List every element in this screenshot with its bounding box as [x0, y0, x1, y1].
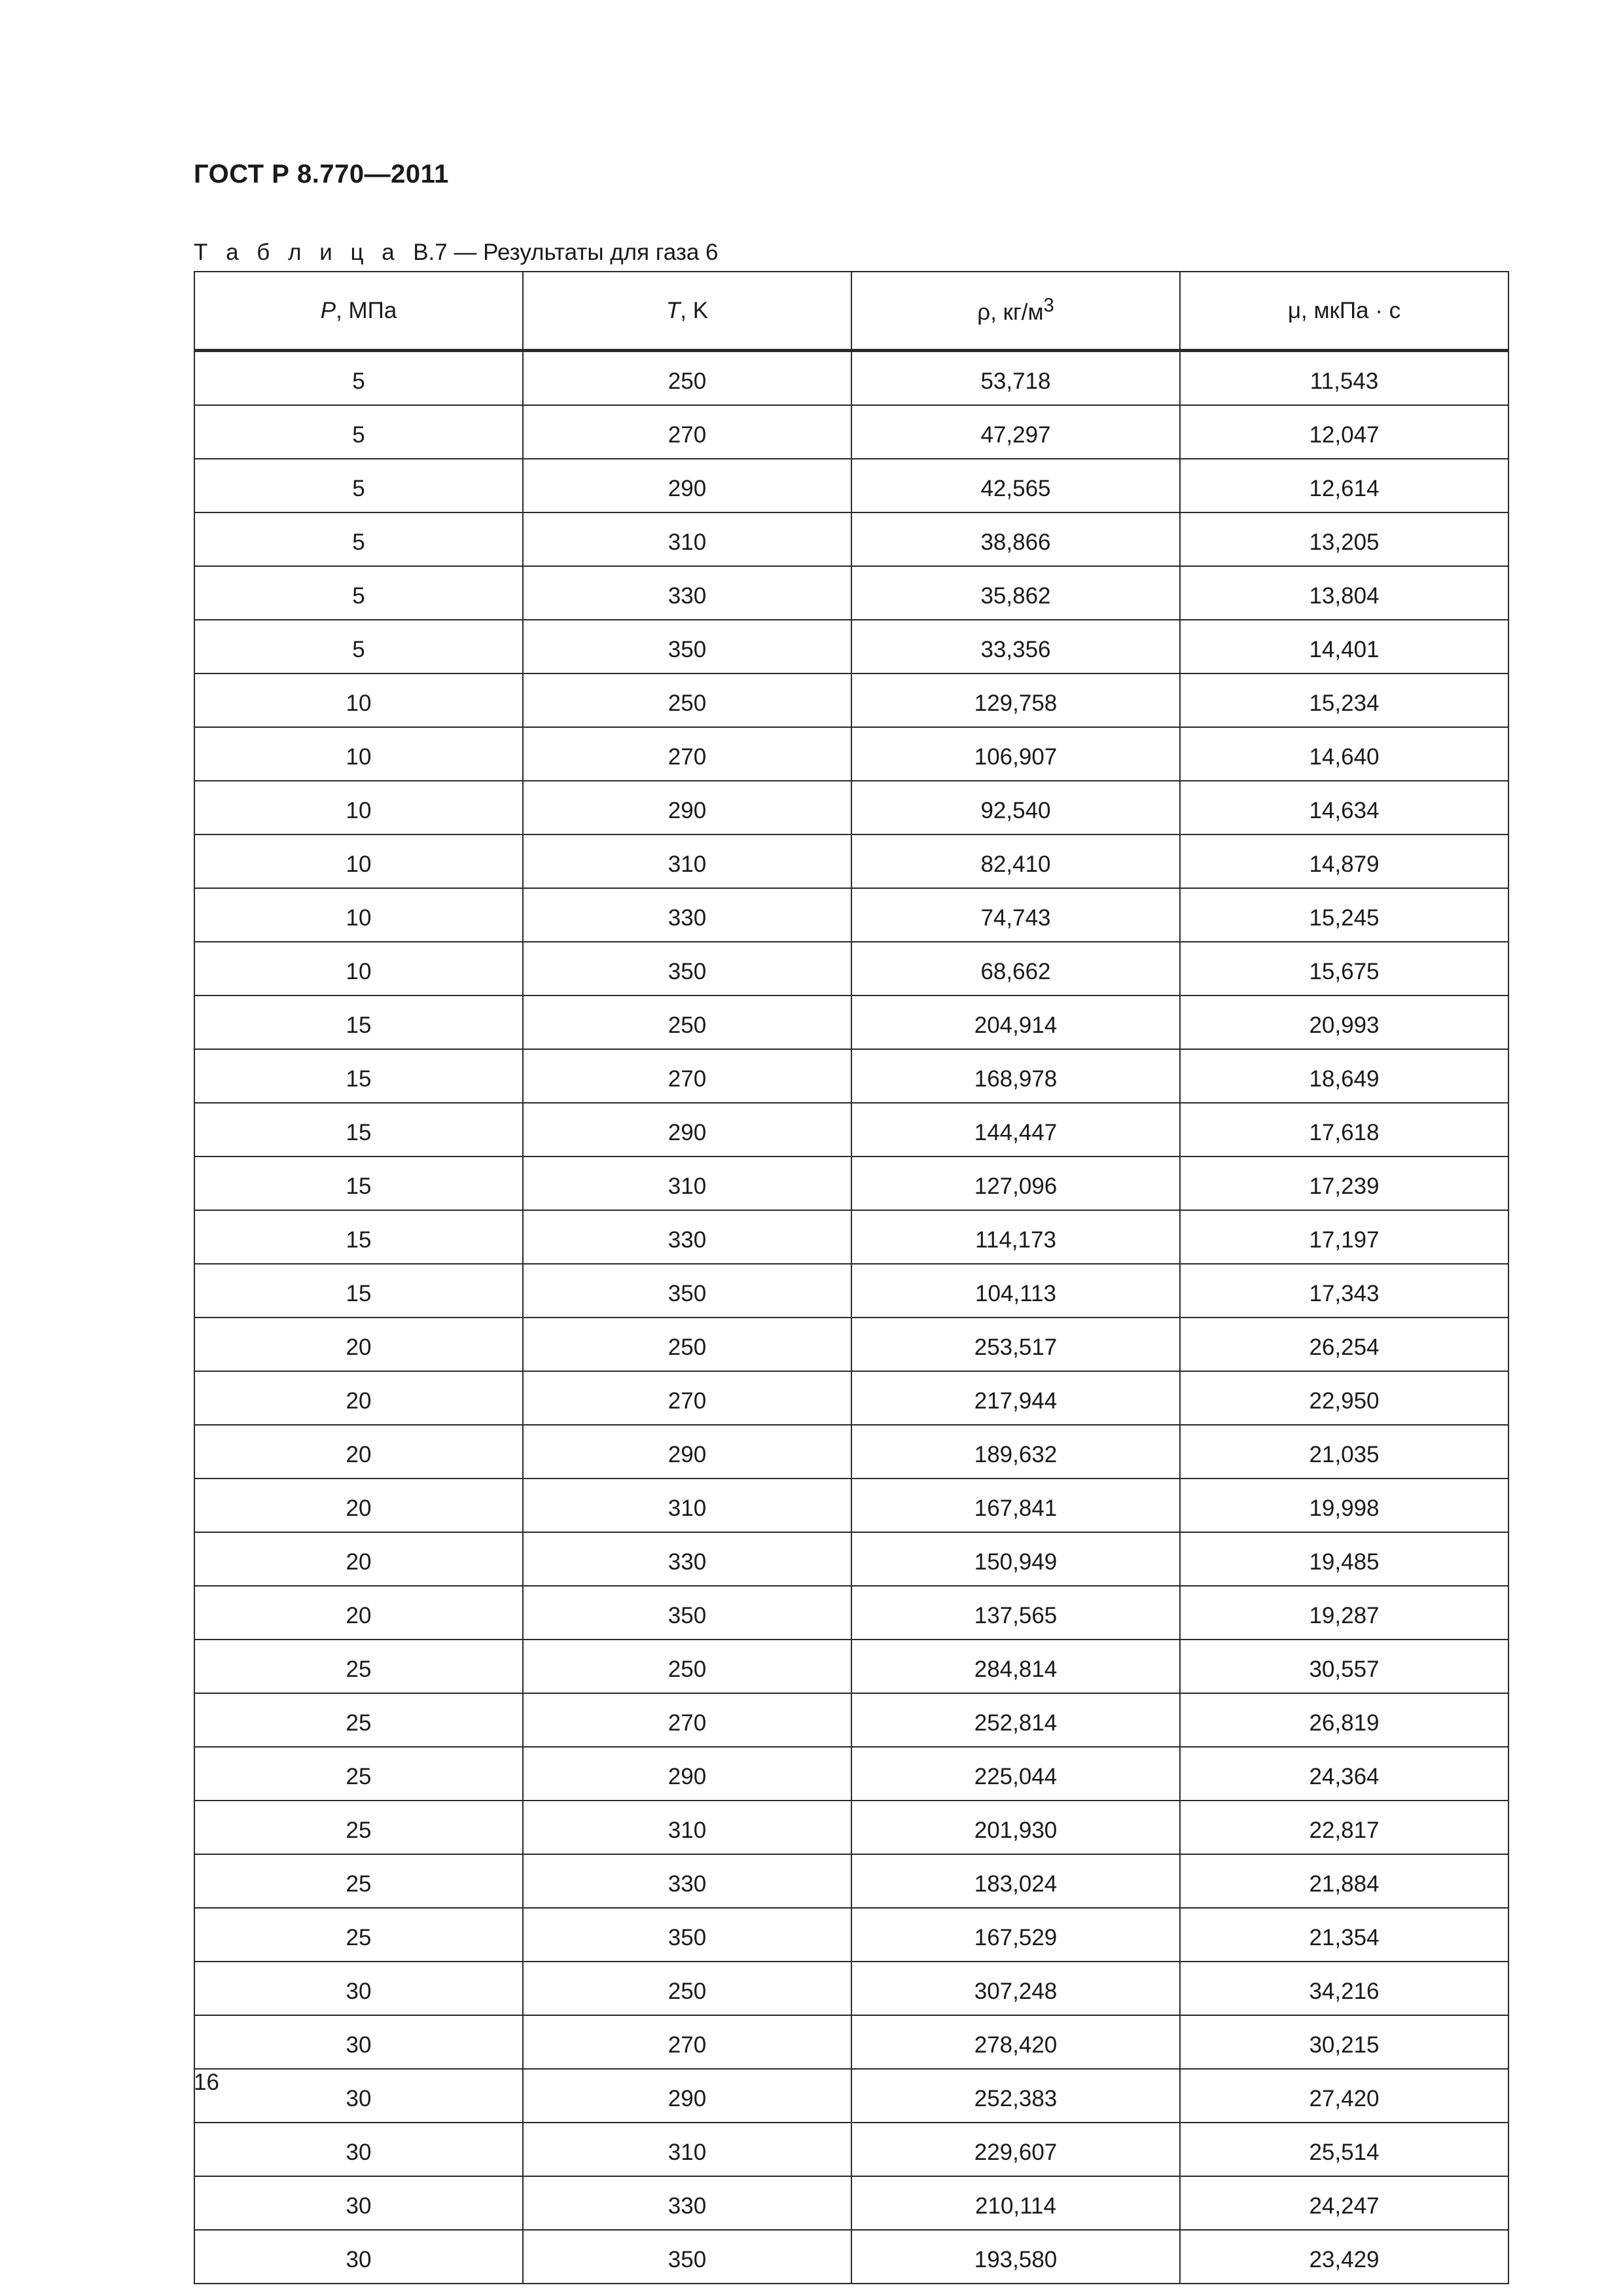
cell-viscosity: 24,247: [1180, 2176, 1508, 2230]
cell-temperature: 310: [523, 1479, 851, 1532]
pressure-symbol: P: [320, 297, 336, 323]
cell-pressure: 25: [194, 1693, 523, 1747]
cell-viscosity: 18,649: [1180, 1049, 1508, 1103]
cell-temperature: 250: [523, 996, 851, 1049]
table-row: [194, 1479, 1508, 1532]
cell-pressure: 15: [194, 1049, 523, 1103]
cell-temperature: 350: [523, 1586, 851, 1640]
cell-viscosity: 21,035: [1180, 1425, 1508, 1479]
cell-viscosity: 27,420: [1180, 2069, 1508, 2123]
cell-viscosity: 23,429: [1180, 2230, 1508, 2284]
cell-temperature: 330: [523, 1210, 851, 1264]
table-row: [194, 1693, 1508, 1747]
cell-pressure: 5: [194, 620, 523, 673]
cell-pressure: 30: [194, 2015, 523, 2069]
cell-pressure: 10: [194, 834, 523, 888]
cell-density: 42,565: [851, 459, 1180, 512]
cell-pressure: 20: [194, 1479, 523, 1532]
table-row: [194, 566, 1508, 620]
table-row: [194, 1747, 1508, 1801]
cell-density: 74,743: [851, 888, 1180, 942]
cell-viscosity: 30,557: [1180, 1640, 1508, 1693]
cell-temperature: 290: [523, 2069, 851, 2123]
cell-density: 92,540: [851, 781, 1180, 834]
column-header-viscosity: [1180, 272, 1508, 351]
cell-pressure: 10: [194, 781, 523, 834]
table-row: [194, 351, 1508, 406]
cell-temperature: 270: [523, 1693, 851, 1747]
table-caption-text: В.7 — Результаты для газа 6: [413, 240, 719, 265]
cell-temperature: 350: [523, 1908, 851, 1962]
column-header-density: [851, 272, 1180, 351]
table-row: [194, 2069, 1508, 2123]
cell-viscosity: 30,215: [1180, 2015, 1508, 2069]
table-row: [194, 1801, 1508, 1854]
density-symbol: ρ: [977, 299, 991, 325]
cell-viscosity: 26,819: [1180, 1693, 1508, 1747]
cell-density: 104,113: [851, 1264, 1180, 1318]
cell-viscosity: 15,234: [1180, 673, 1508, 727]
cell-pressure: 25: [194, 1908, 523, 1962]
cell-pressure: 5: [194, 512, 523, 566]
viscosity-symbol: μ: [1287, 297, 1302, 323]
cell-pressure: 10: [194, 727, 523, 781]
cell-viscosity: 14,634: [1180, 781, 1508, 834]
cell-viscosity: 22,817: [1180, 1801, 1508, 1854]
table-header-row: [194, 272, 1508, 351]
cell-temperature: 290: [523, 1425, 851, 1479]
cell-viscosity: 19,998: [1180, 1479, 1508, 1532]
cell-pressure: 10: [194, 673, 523, 727]
cell-density: 307,248: [851, 1962, 1180, 2015]
cell-density: 82,410: [851, 834, 1180, 888]
table-row: [194, 781, 1508, 834]
cell-pressure: 10: [194, 942, 523, 996]
viscosity-unit: , мкПа · с: [1301, 297, 1401, 323]
cell-temperature: 310: [523, 834, 851, 888]
cell-viscosity: 19,485: [1180, 1532, 1508, 1586]
cell-pressure: 30: [194, 2069, 523, 2123]
cell-pressure: 15: [194, 1103, 523, 1157]
cell-temperature: 310: [523, 1801, 851, 1854]
density-unit: , кг/м: [990, 299, 1044, 325]
cell-temperature: 270: [523, 1371, 851, 1425]
cell-viscosity: 22,950: [1180, 1371, 1508, 1425]
cell-density: 68,662: [851, 942, 1180, 996]
results-table: [194, 271, 1509, 2284]
cell-density: 229,607: [851, 2123, 1180, 2176]
table-row: [194, 996, 1508, 1049]
table-caption: [194, 240, 719, 266]
cell-temperature: 270: [523, 1049, 851, 1103]
cell-density: 129,758: [851, 673, 1180, 727]
table-row: [194, 1908, 1508, 1962]
temperature-symbol: T: [666, 297, 681, 323]
cell-pressure: 5: [194, 459, 523, 512]
cell-pressure: 10: [194, 888, 523, 942]
cell-viscosity: 14,879: [1180, 834, 1508, 888]
column-header-temperature: [523, 272, 851, 351]
cell-pressure: 25: [194, 1854, 523, 1908]
cell-density: 253,517: [851, 1318, 1180, 1371]
cell-pressure: 20: [194, 1586, 523, 1640]
density-unit-exponent: 3: [1043, 295, 1054, 317]
cell-viscosity: 17,618: [1180, 1103, 1508, 1157]
cell-temperature: 270: [523, 2015, 851, 2069]
cell-density: 284,814: [851, 1640, 1180, 1693]
cell-density: 144,447: [851, 1103, 1180, 1157]
cell-viscosity: 14,640: [1180, 727, 1508, 781]
table-row: [194, 620, 1508, 673]
table-row: [194, 1103, 1508, 1157]
table-row: [194, 1157, 1508, 1210]
cell-density: 38,866: [851, 512, 1180, 566]
page-number: 16: [194, 2070, 219, 2095]
cell-density: 137,565: [851, 1586, 1180, 1640]
temperature-unit: , K: [680, 297, 709, 323]
cell-density: 114,173: [851, 1210, 1180, 1264]
table-row: [194, 1640, 1508, 1693]
cell-temperature: 330: [523, 2176, 851, 2230]
cell-pressure: 15: [194, 996, 523, 1049]
cell-density: 225,044: [851, 1747, 1180, 1801]
cell-density: 35,862: [851, 566, 1180, 620]
cell-temperature: 310: [523, 512, 851, 566]
cell-density: 193,580: [851, 2230, 1180, 2284]
table-row: [194, 459, 1508, 512]
table-row: [194, 512, 1508, 566]
cell-temperature: 250: [523, 1318, 851, 1371]
cell-pressure: 15: [194, 1157, 523, 1210]
table-caption-label: Т а б л и ц а: [194, 240, 401, 265]
cell-viscosity: 19,287: [1180, 1586, 1508, 1640]
cell-density: 210,114: [851, 2176, 1180, 2230]
table-row: [194, 1425, 1508, 1479]
cell-temperature: 270: [523, 405, 851, 459]
table-row: [194, 1586, 1508, 1640]
cell-density: 106,907: [851, 727, 1180, 781]
cell-viscosity: 21,884: [1180, 1854, 1508, 1908]
table-row: [194, 834, 1508, 888]
cell-viscosity: 15,675: [1180, 942, 1508, 996]
cell-temperature: 330: [523, 1532, 851, 1586]
cell-viscosity: 21,354: [1180, 1908, 1508, 1962]
table-row: [194, 1210, 1508, 1264]
table-row: [194, 405, 1508, 459]
table-row: [194, 1854, 1508, 1908]
cell-density: 127,096: [851, 1157, 1180, 1210]
cell-viscosity: 13,804: [1180, 566, 1508, 620]
cell-viscosity: 25,514: [1180, 2123, 1508, 2176]
cell-temperature: 290: [523, 1747, 851, 1801]
cell-temperature: 290: [523, 781, 851, 834]
cell-temperature: 330: [523, 888, 851, 942]
cell-pressure: 5: [194, 405, 523, 459]
cell-density: 204,914: [851, 996, 1180, 1049]
cell-viscosity: 13,205: [1180, 512, 1508, 566]
cell-temperature: 350: [523, 1264, 851, 1318]
cell-density: 278,420: [851, 2015, 1180, 2069]
cell-viscosity: 17,239: [1180, 1157, 1508, 1210]
cell-viscosity: 12,614: [1180, 459, 1508, 512]
cell-density: 168,978: [851, 1049, 1180, 1103]
cell-pressure: 30: [194, 2123, 523, 2176]
cell-viscosity: 11,543: [1180, 351, 1508, 406]
table-row: [194, 1049, 1508, 1103]
document-code: ГОСТ Р 8.770—2011: [194, 160, 449, 188]
cell-density: 252,383: [851, 2069, 1180, 2123]
cell-temperature: 310: [523, 1157, 851, 1210]
table-row: [194, 2015, 1508, 2069]
cell-density: 201,930: [851, 1801, 1180, 1854]
cell-pressure: 20: [194, 1532, 523, 1586]
cell-viscosity: 26,254: [1180, 1318, 1508, 1371]
cell-density: 53,718: [851, 351, 1180, 406]
cell-density: 217,944: [851, 1371, 1180, 1425]
cell-viscosity: 14,401: [1180, 620, 1508, 673]
cell-pressure: 20: [194, 1371, 523, 1425]
cell-temperature: 290: [523, 1103, 851, 1157]
cell-viscosity: 20,993: [1180, 996, 1508, 1049]
table-row: [194, 673, 1508, 727]
cell-density: 33,356: [851, 620, 1180, 673]
table-row: [194, 1318, 1508, 1371]
table-row: [194, 1532, 1508, 1586]
cell-pressure: 25: [194, 1801, 523, 1854]
cell-pressure: 5: [194, 351, 523, 406]
cell-temperature: 330: [523, 1854, 851, 1908]
cell-pressure: 5: [194, 566, 523, 620]
column-header-pressure: [194, 272, 523, 351]
cell-temperature: 310: [523, 2123, 851, 2176]
cell-temperature: 350: [523, 620, 851, 673]
table-body: [194, 351, 1508, 2284]
cell-pressure: 25: [194, 1747, 523, 1801]
cell-temperature: 270: [523, 727, 851, 781]
cell-pressure: 20: [194, 1318, 523, 1371]
cell-viscosity: 17,197: [1180, 1210, 1508, 1264]
table-row: [194, 2176, 1508, 2230]
cell-viscosity: 24,364: [1180, 1747, 1508, 1801]
cell-temperature: 330: [523, 566, 851, 620]
table-row: [194, 1371, 1508, 1425]
cell-density: 47,297: [851, 405, 1180, 459]
cell-pressure: 15: [194, 1210, 523, 1264]
table-row: [194, 888, 1508, 942]
cell-temperature: 250: [523, 1640, 851, 1693]
cell-pressure: 15: [194, 1264, 523, 1318]
cell-pressure: 20: [194, 1425, 523, 1479]
cell-temperature: 250: [523, 351, 851, 406]
cell-viscosity: 17,343: [1180, 1264, 1508, 1318]
cell-temperature: 290: [523, 459, 851, 512]
cell-pressure: 30: [194, 2230, 523, 2284]
cell-density: 183,024: [851, 1854, 1180, 1908]
table-row: [194, 1962, 1508, 2015]
table-row: [194, 727, 1508, 781]
cell-density: 167,841: [851, 1479, 1180, 1532]
cell-viscosity: 15,245: [1180, 888, 1508, 942]
cell-pressure: 30: [194, 2176, 523, 2230]
cell-temperature: 350: [523, 942, 851, 996]
cell-density: 252,814: [851, 1693, 1180, 1747]
table-row: [194, 2230, 1508, 2284]
pressure-unit: , МПа: [336, 297, 397, 323]
cell-density: 167,529: [851, 1908, 1180, 1962]
cell-density: 150,949: [851, 1532, 1180, 1586]
cell-viscosity: 34,216: [1180, 1962, 1508, 2015]
table-row: [194, 2123, 1508, 2176]
cell-temperature: 250: [523, 1962, 851, 2015]
table-row: [194, 1264, 1508, 1318]
cell-viscosity: 12,047: [1180, 405, 1508, 459]
cell-pressure: 25: [194, 1640, 523, 1693]
cell-temperature: 350: [523, 2230, 851, 2284]
table-row: [194, 942, 1508, 996]
cell-density: 189,632: [851, 1425, 1180, 1479]
cell-temperature: 250: [523, 673, 851, 727]
cell-pressure: 30: [194, 1962, 523, 2015]
